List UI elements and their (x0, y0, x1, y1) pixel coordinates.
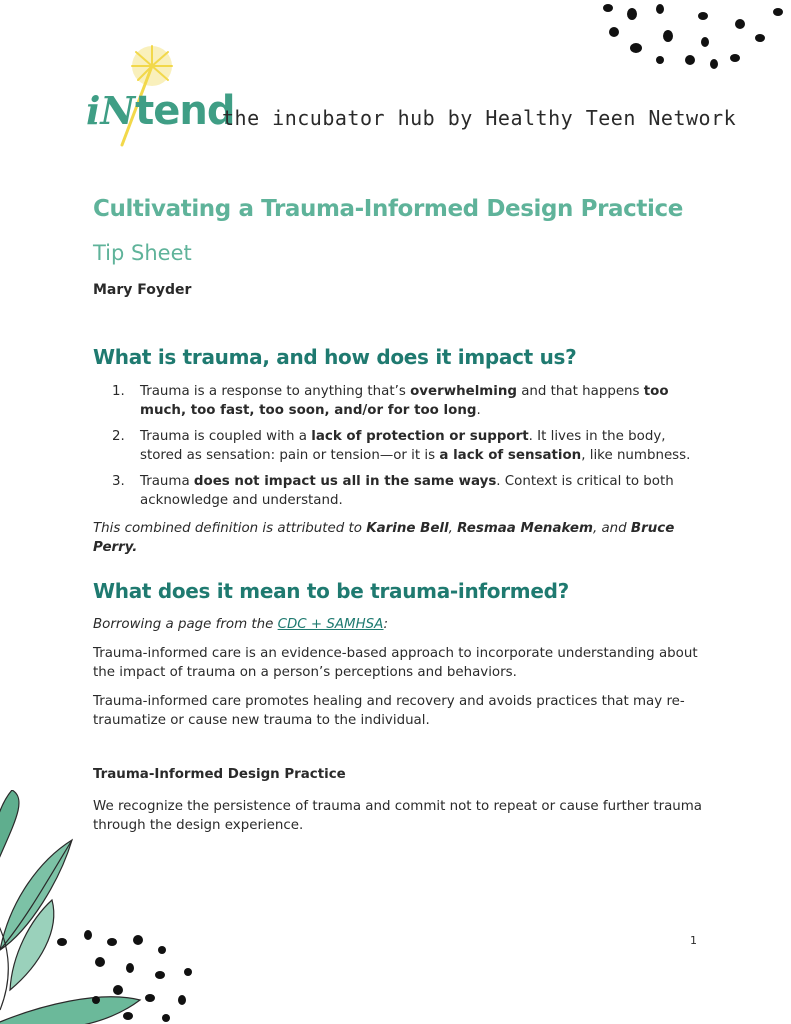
document-subtitle: Tip Sheet (93, 241, 192, 265)
list-item (112, 428, 712, 465)
list-emphasis: overwhelming (410, 384, 517, 399)
logo-tagline: the incubator hub by Healthy Teen Network (222, 106, 737, 130)
attribution-name: Resmaa Menakem (457, 521, 593, 536)
section-heading-trauma: What is trauma, and how does it impact us? (93, 345, 577, 369)
decorative-leaves-bottom-left (0, 790, 210, 1024)
list-emphasis: does not impact us all in the same ways (193, 474, 497, 489)
list-text: . It lives in the body, stored as sensation: pain or tension—or it is (140, 429, 666, 463)
list-text: . (476, 402, 481, 418)
definition-attribution (93, 519, 708, 557)
list-emphasis: a lack of sensation (439, 447, 582, 463)
borrowing-text: Borrowing a page from the (93, 617, 278, 632)
list-number: 2. (112, 429, 125, 444)
list-emphasis: too much, too fast, too soon, and/or for too long (140, 384, 669, 418)
list-number: 3. (112, 474, 125, 489)
attribution-text: , (448, 521, 458, 536)
decorative-dots-top-right (590, 0, 791, 75)
page-number: 1 (690, 934, 697, 947)
logo-in-text: iN (86, 88, 136, 133)
list-text: Trauma (140, 474, 194, 489)
borrowing-line (93, 615, 708, 634)
brand-logo (86, 88, 235, 138)
list-text: Trauma is a response to anything that’s (140, 384, 411, 399)
subheading-design-practice: Trauma-Informed Design Practice (93, 767, 346, 782)
borrowing-text: : (383, 617, 389, 632)
list-text: and that happens (516, 384, 644, 399)
list-item (112, 383, 712, 420)
trauma-definition-list (112, 383, 712, 518)
list-number: 1. (112, 384, 125, 399)
cdc-samhsa-link[interactable]: CDC + SAMHSA (277, 617, 384, 632)
paragraph: Trauma-informed care is an evidence-based approach to incorporate understanding about the impact of trauma on a person’s perceptions and behaviors. (93, 646, 698, 680)
author-name: Mary Foyder (93, 282, 192, 298)
section-heading-trauma-informed: What does it mean to be trauma-informed? (93, 579, 569, 603)
attribution-name: Bruce Perry. (93, 521, 675, 555)
list-text: Trauma is coupled with a (140, 429, 312, 444)
attribution-name: Karine Bell (366, 521, 449, 536)
document-title: Cultivating a Trauma-Informed Design Practice (93, 196, 683, 222)
attribution-text: This combined definition is attributed to (93, 521, 367, 536)
logo-tend-text: tend (135, 88, 235, 134)
list-text: , like numbness. (581, 447, 691, 463)
paragraph: Trauma-informed care promotes healing and recovery and avoids practices that may re-traumatize or cause new trauma to the individual. (93, 694, 685, 728)
list-text: . Context is critical to both acknowledge and understand. (140, 474, 674, 508)
list-emphasis: lack of protection or support (311, 429, 529, 444)
attribution-text: , and (592, 521, 631, 536)
paragraph: We recognize the persistence of trauma and commit not to repeat or cause further trauma through the design experience. (93, 799, 703, 833)
list-item (112, 473, 712, 510)
